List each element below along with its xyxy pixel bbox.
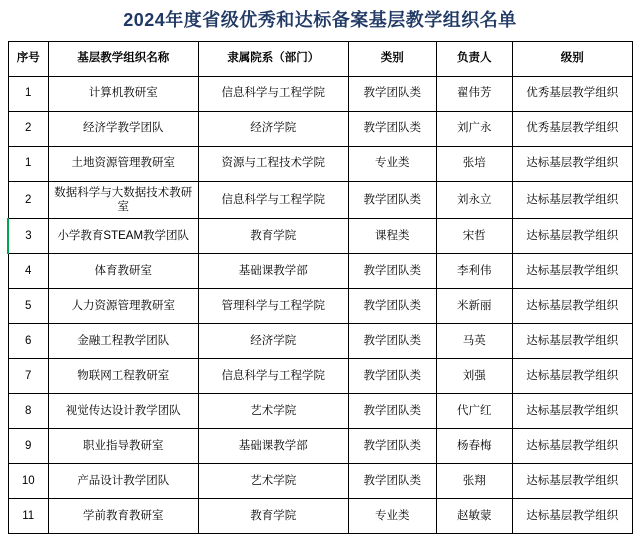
cell-category: 教学团队类 [348,181,436,219]
table-row [8,76,632,111]
page-title: 2024年度省级优秀和达标备案基层教学组织名单 [123,10,517,30]
cell-index: 4 [8,254,48,289]
cell-index: 11 [8,499,48,534]
cell-category: 教学团队类 [348,254,436,289]
table-row [8,394,632,429]
roster-table [7,41,633,535]
cell-org-name: 视觉传达设计教学团队 [48,394,198,429]
cell-department: 基础课教学部 [198,429,348,464]
cell-category: 专业类 [348,499,436,534]
cell-level: 优秀基层教学组织 [512,76,632,111]
cell-level: 达标基层教学组织 [512,394,632,429]
cell-leader: 杨春梅 [436,429,512,464]
cell-department: 经济学院 [198,324,348,359]
cell-department: 教育学院 [198,499,348,534]
cell-index: 6 [8,324,48,359]
cell-index: 7 [8,359,48,394]
cell-org-name: 产品设计教学团队 [48,464,198,499]
cell-department: 资源与工程技术学院 [198,146,348,181]
cell-level: 达标基层教学组织 [512,429,632,464]
cell-org-name: 学前教育教研室 [48,499,198,534]
cell-category: 教学团队类 [348,429,436,464]
cell-org-name: 体育教研室 [48,254,198,289]
cell-level: 达标基层教学组织 [512,464,632,499]
column-header-category: 类别 [348,41,436,76]
cell-category: 教学团队类 [348,111,436,146]
cell-category: 课程类 [348,219,436,254]
table-row [8,359,632,394]
table-row [8,499,632,534]
cell-department: 信息科学与工程学院 [198,359,348,394]
table-row [8,289,632,324]
cell-index: 2 [8,111,48,146]
column-header-index: 序号 [8,41,48,76]
table-row [8,254,632,289]
cell-org-name: 职业指导教研室 [48,429,198,464]
cell-leader: 宋哲 [436,219,512,254]
cell-org-name: 物联网工程教研室 [48,359,198,394]
cell-category: 教学团队类 [348,76,436,111]
cell-department: 基础课教学部 [198,254,348,289]
cell-department: 艺术学院 [198,394,348,429]
cell-level: 优秀基层教学组织 [512,111,632,146]
cell-leader: 张翔 [436,464,512,499]
cell-category: 教学团队类 [348,289,436,324]
table-row [8,324,632,359]
cell-index: 1 [8,146,48,181]
cell-category: 专业类 [348,146,436,181]
cell-level: 达标基层教学组织 [512,181,632,219]
table-row [8,429,632,464]
cell-leader: 李利伟 [436,254,512,289]
table-row [8,464,632,499]
table-header-row [8,41,632,76]
cell-department: 教育学院 [198,219,348,254]
cell-index: 2 [8,181,48,219]
cell-department: 管理科学与工程学院 [198,289,348,324]
cell-level: 达标基层教学组织 [512,324,632,359]
cell-org-name: 数据科学与大数据技术教研室 [48,181,198,219]
cell-index: 10 [8,464,48,499]
cell-department: 信息科学与工程学院 [198,76,348,111]
cell-org-name: 计算机教研室 [48,76,198,111]
cell-level: 达标基层教学组织 [512,499,632,534]
cell-index: 3 [8,219,48,254]
cell-index: 5 [8,289,48,324]
cell-org-name: 小学教育STEAM教学团队 [48,219,198,254]
cell-level: 达标基层教学组织 [512,359,632,394]
table-row [8,146,632,181]
cell-leader: 翟伟芳 [436,76,512,111]
cell-index: 8 [8,394,48,429]
cell-leader: 张培 [436,146,512,181]
column-header-leader: 负责人 [436,41,512,76]
cell-leader: 刘广永 [436,111,512,146]
cell-org-name: 人力资源管理教研室 [48,289,198,324]
table-row [8,219,632,254]
table-row [8,111,632,146]
cell-index: 9 [8,429,48,464]
cell-department: 信息科学与工程学院 [198,181,348,219]
cell-level: 达标基层教学组织 [512,254,632,289]
cell-category: 教学团队类 [348,394,436,429]
cell-org-name: 金融工程教学团队 [48,324,198,359]
cell-leader: 米新丽 [436,289,512,324]
cell-department: 艺术学院 [198,464,348,499]
cell-leader: 刘永立 [436,181,512,219]
cell-index: 1 [8,76,48,111]
cell-level: 达标基层教学组织 [512,146,632,181]
column-header-department: 隶属院系（部门） [198,41,348,76]
cell-category: 教学团队类 [348,324,436,359]
cell-level: 达标基层教学组织 [512,219,632,254]
cell-leader: 刘强 [436,359,512,394]
cell-leader: 代广红 [436,394,512,429]
cell-org-name: 经济学教学团队 [48,111,198,146]
cell-category: 教学团队类 [348,464,436,499]
column-header-org-name: 基层教学组织名称 [48,41,198,76]
cell-leader: 赵敏蒙 [436,499,512,534]
column-header-level: 级别 [512,41,632,76]
cell-leader: 马英 [436,324,512,359]
table-row [8,181,632,219]
cell-category: 教学团队类 [348,359,436,394]
cell-department: 经济学院 [198,111,348,146]
cell-level: 达标基层教学组织 [512,289,632,324]
cell-org-name: 土地资源管理教研室 [48,146,198,181]
